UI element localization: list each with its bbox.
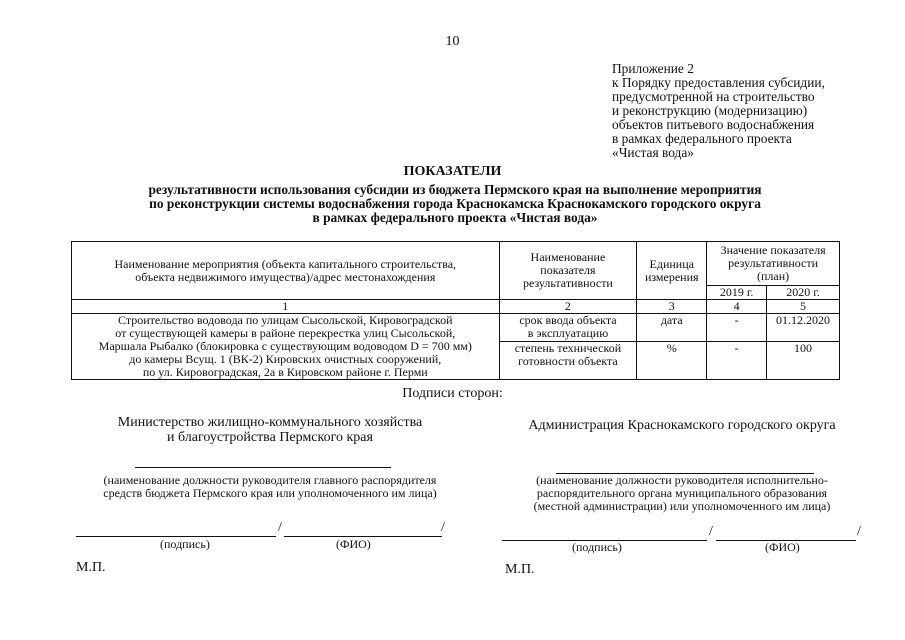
signatures-heading: Подписи сторон:: [402, 386, 503, 401]
left-signature-caption: (подпись): [160, 537, 210, 551]
column-number: 4: [707, 300, 767, 314]
header-year-2020: 2020 г.: [767, 286, 840, 300]
unit-percent: %: [637, 342, 707, 380]
left-organization: Министерство жилищно-коммунального хозяйства и благоустройства Пермского края: [117, 415, 423, 445]
appendix-line: к Порядку предоставления субсидии,: [612, 75, 825, 90]
document-title: ПОКАЗАТЕЛИ: [403, 164, 502, 179]
column-number: 1: [72, 300, 500, 314]
left-fio-caption: (ФИО): [336, 537, 371, 551]
right-signature-caption: (подпись): [572, 540, 622, 554]
header-indicator-name: Наименование показателя результативности: [499, 242, 637, 300]
right-slash: /: [857, 524, 861, 539]
right-position-note: (наименование должности руководителя исполнительно- распорядительного органа муниципального образования (местной администрации) или уполномоченного им лица): [533, 473, 831, 513]
right-slash: /: [709, 524, 713, 539]
left-position-note: (наименование должности руководителя главного распорядителя средств бюджета Пермского края или уполномоченного им лица): [103, 473, 437, 500]
appendix-line: «Чистая вода»: [612, 145, 694, 160]
subtitle-line: по реконструкции системы водоснабжения города Краснокамска Краснокамского городского округа: [149, 196, 761, 211]
right-organization: Администрация Краснокамского городского округа: [528, 418, 836, 433]
header-year-2019: 2019 г.: [707, 286, 767, 300]
column-number: 2: [499, 300, 637, 314]
appendix-line: и реконструкцию (модернизацию): [612, 103, 808, 118]
appendix-header: [612, 62, 825, 160]
left-slash: /: [278, 520, 282, 535]
value-2020-row1: 01.12.2020: [767, 314, 840, 342]
page-number: 10: [445, 34, 460, 49]
subtitle-line: результативности использования субсидии из бюджета Пермского края на выполнение мероприятия: [148, 182, 762, 197]
subtitle-line: в рамках федерального проекта «Чистая вода»: [312, 210, 598, 225]
header-indicator-value: Значение показателя результативности (план): [707, 242, 840, 286]
document-subtitle: [60, 183, 850, 225]
indicator-commissioning: срок ввода объекта в эксплуатацию: [499, 314, 637, 342]
indicators-table: [71, 241, 840, 380]
left-seal-place: М.П.: [76, 560, 106, 575]
event-description: Строительство водовода по улицам Сысольской, Кировоградской от существующей камеры в районе перекрестка улиц Сысольской, Маршала Рыбалко (блокировка с существующим водоводом D = 700 мм) до камеры Всущ. 1 (ВК-2) Кировских очистных сооружений, по ул. Кировоградская, 2а в Кировском районе г. Перми: [72, 314, 500, 380]
left-slash: /: [441, 520, 445, 535]
value-2019-row2: -: [707, 342, 767, 380]
appendix-line: Приложение 2: [612, 61, 694, 76]
unit-date: дата: [637, 314, 707, 342]
value-2020-row2: 100: [767, 342, 840, 380]
appendix-line: предусмотренной на строительство: [612, 89, 815, 104]
header-unit: Единица измерения: [637, 242, 707, 300]
header-event-name: Наименование мероприятия (объекта капитального строительства, объекта недвижимого имущества)/адрес местонахождения: [72, 242, 500, 300]
appendix-line: в рамках федерального проекта: [612, 131, 792, 146]
value-2019-row1: -: [707, 314, 767, 342]
column-number: 3: [637, 300, 707, 314]
indicator-readiness: степень технической готовности объекта: [499, 342, 637, 380]
column-number: 5: [767, 300, 840, 314]
right-seal-place: М.П.: [505, 562, 535, 577]
right-fio-caption: (ФИО): [765, 540, 800, 554]
left-position-line[interactable]: [135, 467, 391, 468]
appendix-line: объектов питьевого водоснабжения: [612, 117, 815, 132]
